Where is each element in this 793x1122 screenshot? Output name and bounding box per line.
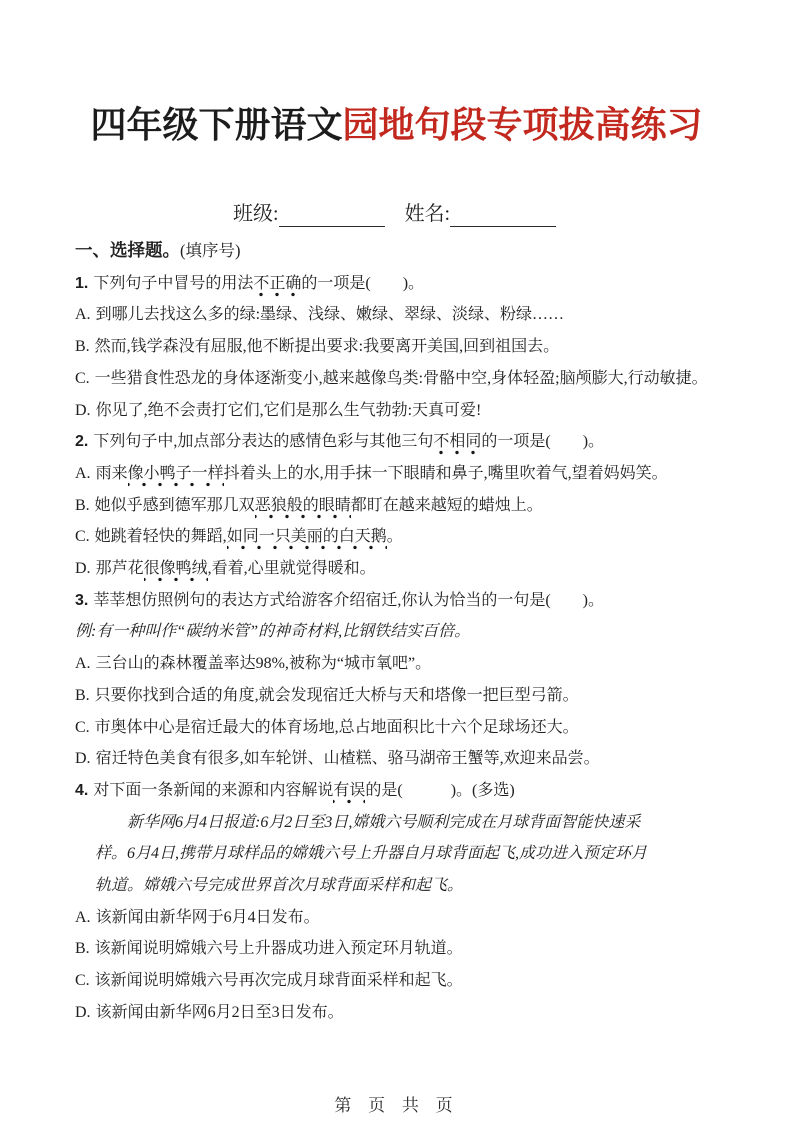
questions-area xyxy=(75,235,753,1029)
question-1-option-a xyxy=(75,299,753,331)
question-3-number: 3. xyxy=(75,591,89,609)
option-text: 市奥体中心是宿迁最大的体育场地,总占地面积比十六个足球场还大。 xyxy=(94,718,579,736)
question-3-stem xyxy=(75,585,753,617)
option-text: 到哪儿去找这么多的绿:墨绿、浅绿、嫩绿、翠绿、淡绿、粉绿…… xyxy=(95,306,565,324)
option-text: 宿迁特色美食有很多,如车轮饼、山楂糕、骆马湖帝王蟹等,欢迎来品尝。 xyxy=(95,750,600,768)
question-1-stem xyxy=(75,268,753,300)
question-1-option-d xyxy=(75,395,753,427)
option-label: C. xyxy=(75,528,90,546)
section-heading-strong: 一、选择题。 xyxy=(75,240,180,260)
option-label: A. xyxy=(75,908,91,926)
stem-text: 的是( )。(多选) xyxy=(365,781,515,799)
question-2-option-d xyxy=(75,553,753,585)
emphasis-text: 很像鸭绒 xyxy=(144,560,208,582)
stem-text: 下列句子中冒号的用法 xyxy=(93,274,254,292)
section-heading xyxy=(75,235,753,268)
option-text: 该新闻由新华网6月2日至3日发布。 xyxy=(95,1003,344,1021)
class-label: 班级: xyxy=(233,203,279,225)
stem-text: 对下面一条新闻的来源和内容解说 xyxy=(93,781,334,799)
option-label: A. xyxy=(75,464,91,482)
option-text: 都盯在越来越短的蜡烛上。 xyxy=(350,496,543,514)
news-line-2: 样。6月4日,携带月球样品的嫦娥六号上升器自月球背面起飞,成功进入预定环月 xyxy=(95,845,648,863)
option-text: 那芦花 xyxy=(95,560,144,578)
page-footer: 第 页 共 页 xyxy=(334,1095,459,1115)
stem-text: 的一项是( )。 xyxy=(301,274,425,292)
question-2-stem xyxy=(75,426,753,458)
news-line-3: 轨道。嫦娥六号完成世界首次月球背面采样和起飞。 xyxy=(95,877,464,895)
option-text: ,看着,心里就觉得暖和。 xyxy=(207,560,376,578)
question-1-option-c xyxy=(75,363,753,395)
question-2-option-b xyxy=(75,490,753,522)
emphasis-text: 有误 xyxy=(333,782,365,804)
option-text: 三台山的森林覆盖率达98%,被称为“城市氧吧”。 xyxy=(95,655,432,673)
question-1-number: 1. xyxy=(75,274,89,292)
title-red-part: 园地句段专项拔高练习 xyxy=(342,104,703,145)
option-text: 你见了,绝不会责打它们,它们是那么生气勃勃:天真可爱! xyxy=(95,401,482,419)
option-label: A. xyxy=(75,306,91,324)
header-fields-row xyxy=(233,201,793,227)
stem-text: 莘莘想仿照例句的表达方式给游客介绍宿迁,你认为恰当的一句是( )。 xyxy=(93,591,605,609)
name-label: 姓名: xyxy=(404,203,451,225)
question-3-option-a xyxy=(75,648,753,680)
option-label: D. xyxy=(75,1003,91,1021)
question-3-option-d xyxy=(75,743,753,775)
example-sentence: 例:有一种叫作“碳纳米管”的神奇材料,比钢铁结实百倍。 xyxy=(75,623,471,641)
option-label: B. xyxy=(75,940,90,958)
option-label: C. xyxy=(75,972,90,990)
question-2-option-a xyxy=(75,458,753,490)
option-label: A. xyxy=(75,655,91,673)
news-paragraph xyxy=(95,807,753,902)
question-1-option-b xyxy=(75,331,753,363)
option-label: B. xyxy=(75,338,90,356)
option-text: 。 xyxy=(386,528,403,546)
page-title xyxy=(0,0,793,147)
option-label: B. xyxy=(75,496,90,514)
option-text: 该新闻说明嫦娥六号上升器成功进入预定环月轨道。 xyxy=(94,940,463,958)
question-4-option-b xyxy=(75,933,753,965)
option-text: 然而,钱学森没有屈服,他不断提出要求:我要离开美国,回到祖国去。 xyxy=(94,338,560,356)
option-text: 该新闻由新华网于6月4日发布。 xyxy=(95,908,320,926)
stem-text: 的一项是( )。 xyxy=(481,433,605,451)
option-label: D. xyxy=(75,401,91,419)
option-text: 一些猎食性恐龙的身体逐渐变小,越来越像鸟类:骨骼中空,身体轻盈;脑颅膨大,行动敏捷。 xyxy=(94,369,708,387)
question-4-option-c xyxy=(75,965,753,997)
option-text: 雨来 xyxy=(95,464,128,482)
class-blank-field[interactable] xyxy=(279,205,385,227)
option-text: 抖着头上的水,用手抹一下眼睛和鼻子,嘴里吹着气,望着妈妈笑。 xyxy=(223,464,668,482)
news-line-1 xyxy=(95,807,753,839)
option-label: D. xyxy=(75,560,91,578)
news-text: 新华网6月4日报道:6月2日至3日,嫦娥六号顺利完成在月球背面智能快速采 xyxy=(127,813,641,831)
question-3-option-c xyxy=(75,712,753,744)
question-2-number: 2. xyxy=(75,433,89,451)
option-text: 她跳着轻快的舞蹈, xyxy=(94,528,227,546)
option-label: C. xyxy=(75,718,90,736)
question-4-option-a xyxy=(75,902,753,934)
emphasis-text: 像小鸭子一样 xyxy=(128,465,224,487)
option-text: 她似乎感到德军那几双 xyxy=(94,496,255,514)
emphasis-text: 如同一只美丽的白天鹅 xyxy=(227,528,387,550)
question-3-option-b xyxy=(75,680,753,712)
option-label: C. xyxy=(75,369,90,387)
option-label: D. xyxy=(75,750,91,768)
question-4-option-d xyxy=(75,997,753,1029)
section-heading-note: (填序号) xyxy=(180,241,241,260)
emphasis-text: 恶狼般的眼睛 xyxy=(255,497,351,519)
question-2-option-c xyxy=(75,521,753,553)
question-4-stem xyxy=(75,775,753,807)
option-label: B. xyxy=(75,686,90,704)
emphasis-text: 不正确 xyxy=(253,275,301,297)
emphasis-text: 不相同 xyxy=(433,433,481,455)
name-blank-field[interactable] xyxy=(450,205,556,227)
option-text: 只要你找到合适的角度,就会发现宿迁大桥与天和塔像一把巨型弓箭。 xyxy=(94,686,579,704)
option-text: 该新闻说明嫦娥六号再次完成月球背面采样和起飞。 xyxy=(94,972,463,990)
question-4-number: 4. xyxy=(75,781,89,799)
title-black-part: 四年级下册语文 xyxy=(90,104,343,145)
stem-text: 下列句子中,加点部分表达的感情色彩与其他三句 xyxy=(93,433,434,451)
